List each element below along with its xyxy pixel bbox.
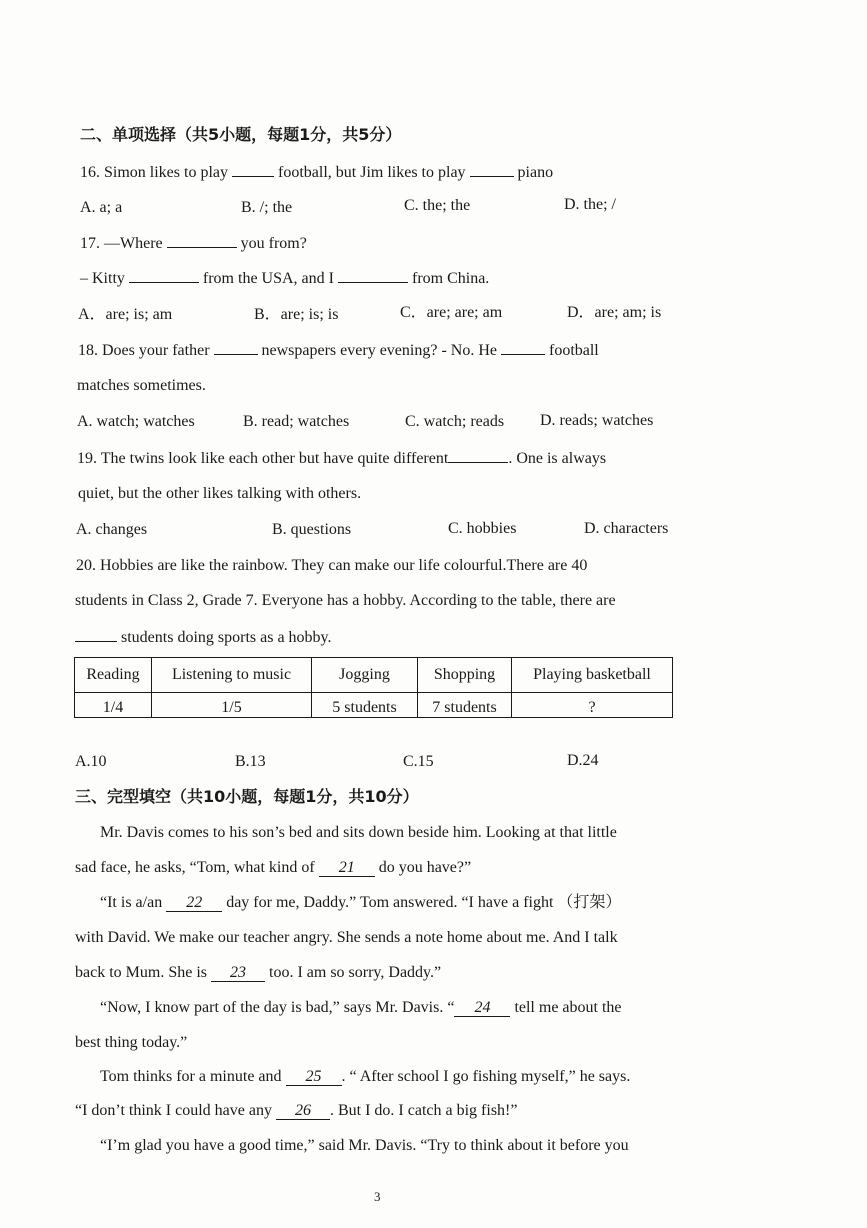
q20-blank bbox=[75, 627, 117, 642]
q18-text-a: 18. Does your father bbox=[78, 342, 210, 359]
q17-option-b: B．are; is; is bbox=[254, 306, 339, 323]
table-cell: 5 students bbox=[312, 693, 418, 718]
q19-option-c: C. hobbies bbox=[448, 520, 517, 537]
q17-option-a: A．are; is; am bbox=[78, 306, 173, 323]
cloze-text: . But I do. I catch a big fish!” bbox=[329, 1102, 518, 1119]
q16-text-c: piano bbox=[517, 164, 554, 181]
q20-option-d: D.24 bbox=[567, 752, 599, 769]
q16-blank-2 bbox=[470, 162, 514, 177]
table-header-cell: Reading bbox=[75, 658, 152, 693]
page-number: 3 bbox=[374, 1189, 381, 1204]
cloze-text: do you have?” bbox=[378, 859, 472, 876]
cloze-text: sad face, he asks, “Tom, what kind of bbox=[75, 859, 315, 876]
cloze-p5-line-1: “I’m glad you have a good time,” said Mr. Davis. “Try to think about it before you bbox=[100, 1137, 629, 1154]
q17-text-b: you from? bbox=[240, 235, 307, 252]
cloze-blank-26: 26 bbox=[276, 1103, 330, 1120]
cloze-p4-line-1 bbox=[100, 1067, 630, 1087]
q17-option-c: C．are; are; am bbox=[400, 304, 503, 321]
cloze-blank-25: 25 bbox=[286, 1069, 342, 1086]
q17-text-e: from China. bbox=[411, 270, 490, 287]
table-header-cell: Shopping bbox=[418, 658, 512, 693]
table-row bbox=[75, 693, 673, 718]
cloze-p1-line-1: Mr. Davis comes to his son’s bed and sits down beside him. Looking at that little bbox=[100, 824, 617, 841]
q18-option-d: D. reads; watches bbox=[540, 412, 654, 429]
q20-option-c: C.15 bbox=[403, 753, 434, 770]
cloze-p3-line-2: best thing today.” bbox=[75, 1034, 188, 1051]
q17-blank-3 bbox=[338, 268, 408, 283]
q17-blank-1 bbox=[167, 233, 237, 248]
cloze-text: Tom thinks for a minute and bbox=[100, 1068, 282, 1085]
q20-line-1: 20. Hobbies are like the rainbow. They can make our life colourful.There are 40 bbox=[76, 557, 588, 574]
section2-title: 二、单项选择（共5小题，每题1分，共5分） bbox=[80, 125, 402, 144]
q17-text-c: – Kitty bbox=[80, 270, 125, 287]
q20-option-a: A.10 bbox=[75, 753, 107, 770]
q19-text-c: quiet, but the other likes talking with others. bbox=[78, 485, 362, 502]
table-cell: 1/5 bbox=[152, 693, 312, 718]
cloze-text: tell me about the bbox=[514, 999, 622, 1016]
question-17 bbox=[80, 233, 307, 254]
q18-option-a: A. watch; watches bbox=[77, 413, 195, 430]
table-cell: 7 students bbox=[418, 693, 512, 718]
q20-line-3 bbox=[75, 627, 332, 648]
question-19 bbox=[77, 448, 606, 469]
cloze-p1-line-2 bbox=[75, 858, 471, 878]
q17-text-a: 17. —Where bbox=[80, 235, 163, 252]
q19-option-b: B. questions bbox=[272, 521, 352, 538]
q16-option-a: A. a; a bbox=[80, 199, 123, 216]
q18-text-d: matches sometimes. bbox=[77, 377, 206, 394]
q16-option-c: C. the; the bbox=[404, 197, 471, 214]
q18-text-c: football bbox=[548, 342, 599, 359]
question-17-answer bbox=[80, 268, 489, 289]
cloze-blank-24: 24 bbox=[454, 1000, 510, 1017]
q20-option-b: B.13 bbox=[235, 753, 266, 770]
cloze-text: back to Mum. She is bbox=[75, 964, 207, 981]
q20-text-l3: students doing sports as a hobby. bbox=[121, 629, 332, 646]
cloze-text: “Now, I know part of the day is bad,” says Mr. Davis. “ bbox=[100, 999, 455, 1016]
table-header-row bbox=[75, 658, 673, 693]
hobby-table bbox=[74, 657, 673, 718]
q16-blank-1 bbox=[232, 162, 274, 177]
q19-text-a: 19. The twins look like each other but have quite different bbox=[77, 450, 449, 467]
q17-text-d: from the USA, and I bbox=[202, 270, 334, 287]
q18-text-b: newspapers every evening? - No. He bbox=[261, 342, 497, 359]
question-18 bbox=[78, 340, 599, 361]
q17-option-d: D．are; am; is bbox=[567, 304, 662, 321]
table-header-cell: Listening to music bbox=[152, 658, 312, 693]
q19-text-b: . One is always bbox=[508, 450, 607, 467]
cloze-p2-line-2: with David. We make our teacher angry. She sends a note home about me. And I talk bbox=[75, 929, 618, 946]
q16-text-a: 16. Simon likes to play bbox=[80, 164, 228, 181]
q17-blank-2 bbox=[129, 268, 199, 283]
table-header-cell: Jogging bbox=[312, 658, 418, 693]
cloze-text: “I don’t think I could have any bbox=[75, 1102, 272, 1119]
table-cell: 1/4 bbox=[75, 693, 152, 718]
q18-blank-2 bbox=[501, 340, 545, 355]
cloze-blank-21: 21 bbox=[319, 860, 375, 877]
q16-option-b: B. /; the bbox=[241, 199, 293, 216]
q19-option-d: D. characters bbox=[584, 520, 669, 537]
section3-title: 三、完型填空（共10小题，每题1分，共10分） bbox=[75, 787, 419, 806]
table-cell: ? bbox=[512, 693, 673, 718]
q16-option-d: D. the; / bbox=[564, 196, 616, 213]
cloze-p4-line-2 bbox=[75, 1101, 517, 1121]
q18-option-b: B. read; watches bbox=[243, 413, 350, 430]
q18-blank-1 bbox=[214, 340, 258, 355]
q16-text-b: football, but Jim likes to play bbox=[278, 164, 466, 181]
cloze-blank-22: 22 bbox=[166, 895, 222, 912]
cloze-p3-line-1 bbox=[100, 998, 622, 1018]
q18-option-c: C. watch; reads bbox=[405, 413, 505, 430]
cloze-p2-line-3 bbox=[75, 963, 441, 983]
q19-option-a: A. changes bbox=[76, 521, 148, 538]
cloze-text: “It is a/an bbox=[100, 894, 163, 911]
cloze-text: too. I am so sorry, Daddy.” bbox=[269, 964, 442, 981]
cloze-blank-23: 23 bbox=[211, 965, 265, 982]
question-16 bbox=[80, 162, 553, 183]
cloze-text: day for me, Daddy.” Tom answered. “I have a fight （打架） bbox=[226, 894, 622, 911]
q20-line-2: students in Class 2, Grade 7. Everyone has a hobby. According to the table, there are bbox=[75, 592, 616, 609]
cloze-p2-line-1 bbox=[100, 893, 621, 913]
q19-blank bbox=[448, 448, 508, 463]
table-header-cell: Playing basketball bbox=[512, 658, 673, 693]
cloze-text: . “ After school I go fishing myself,” he says. bbox=[341, 1068, 631, 1085]
